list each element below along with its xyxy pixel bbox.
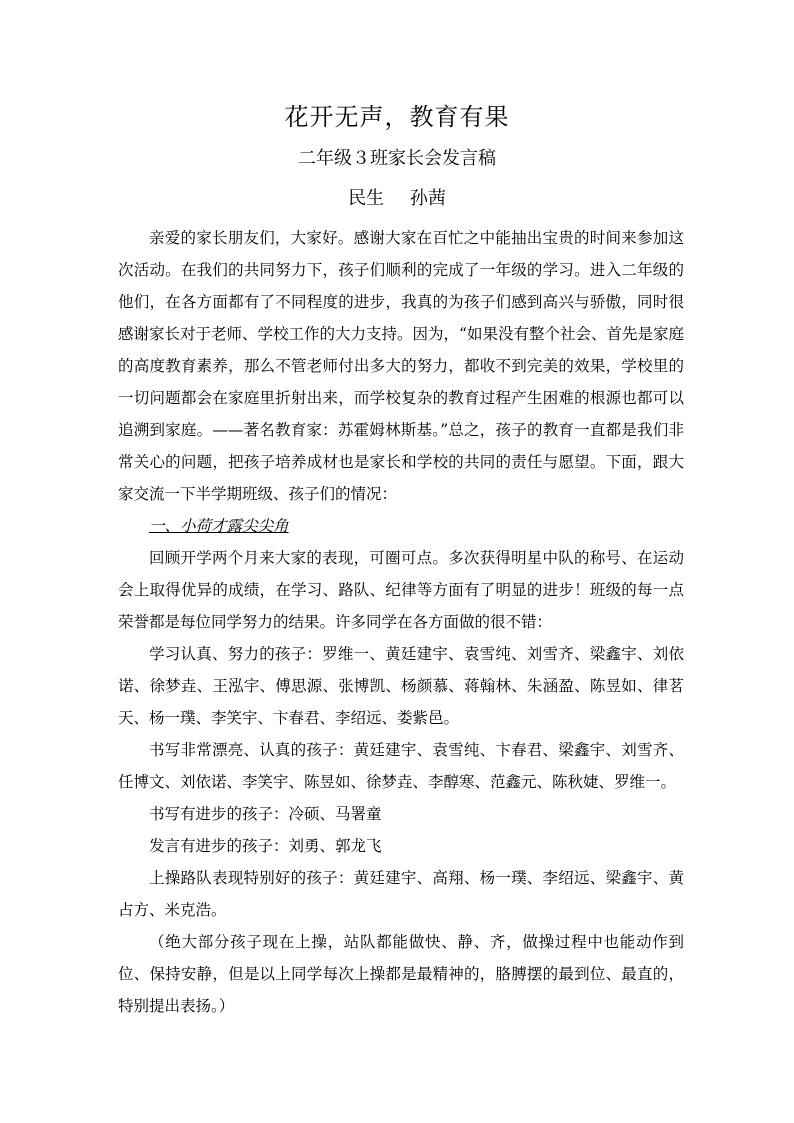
- section-paragraph: 发言有进步的孩子：刘勇、郭龙飞: [149, 837, 382, 855]
- author-name: 孙茜: [409, 188, 446, 209]
- author-school: 民生: [348, 188, 385, 209]
- section-paragraph: 回顾开学两个月来大家的表现，可圈可点。多次获得明星中队的称号、在运动会上取得优异的成绩，在学习、路队、纪律等方面有了明显的进步！班级的每一点荣誉都是每位同学努力的结果。许多同学在各方面做的很不错：: [118, 549, 684, 631]
- document-body: [118, 222, 684, 1022]
- intro-paragraph: 亲爱的家长朋友们，大家好。感谢大家在百忙之中能抽出宝贵的时间来参加这次活动。在我们的共同努力下，孩子们顺利的完成了一年级的学习。进入二年级的他们，在各方面都有了不同程度的进步，我真的为孩子们感到高兴与骄傲，同时很感谢家长对于老师、学校工作的大力支持。因为，“如果没有整个社会、首先是家庭的高度教育素养，那么不管老师付出多大的努力，都收不到完美的效果，学校里的一切问题都会在家庭里折射出来，而学校复杂的教育过程产生困难的根源也都可以追溯到家庭。——著名教育家：苏霍姆林斯基。”总之，孩子的教育一直都是我们非常关心的问题，把孩子培养成材也是家长和学校的共同的责任与愿望。下面，跟大家交流一下半学期班级、孩子们的情况：: [118, 229, 684, 503]
- document-subtitle: 二年级３班家长会发言稿: [298, 148, 496, 169]
- document-title: 花开无声，教育有果: [284, 103, 510, 131]
- section-heading: [118, 510, 684, 542]
- section-paragraph: 书写非常漂亮、认真的孩子：黄廷建宇、袁雪纯、卞春君、梁鑫宇、刘雪齐、任博文、刘依诺、李笑宇、陈昱如、徐梦垚、李醇寒、范鑫元、陈秋婕、罗维一。: [118, 741, 684, 791]
- section-paragraph: 书写有进步的孩子：冷硕、马署童: [149, 805, 382, 823]
- section-paragraph: 学习认真、努力的孩子：罗维一、黄廷建宇、袁雪纯、刘雪齐、梁鑫宇、刘依诺、徐梦垚、王泓宇、傅思源、张博凯、杨颜慕、蒋翰林、朱涵盈、陈昱如、律茗天、杨一璞、李笑宇、卞春君、李绍远、娄紫邑。: [118, 645, 684, 727]
- section-paragraph: 上操路队表现特别好的孩子：黄廷建宇、高翔、杨一璞、李绍远、梁鑫宇、黄占方、米克浩。: [118, 869, 684, 919]
- section-paragraph: （绝大部分孩子现在上操，站队都能做快、静、齐，做操过程中也能动作到位、保持安静，但是以上同学每次上操都是最精神的，胳膊摆的最到位、最直的，特别提出表扬。）: [118, 933, 684, 1015]
- section-heading-text: 一、小荷才露尖尖角: [149, 517, 289, 535]
- author-line: [0, 186, 794, 212]
